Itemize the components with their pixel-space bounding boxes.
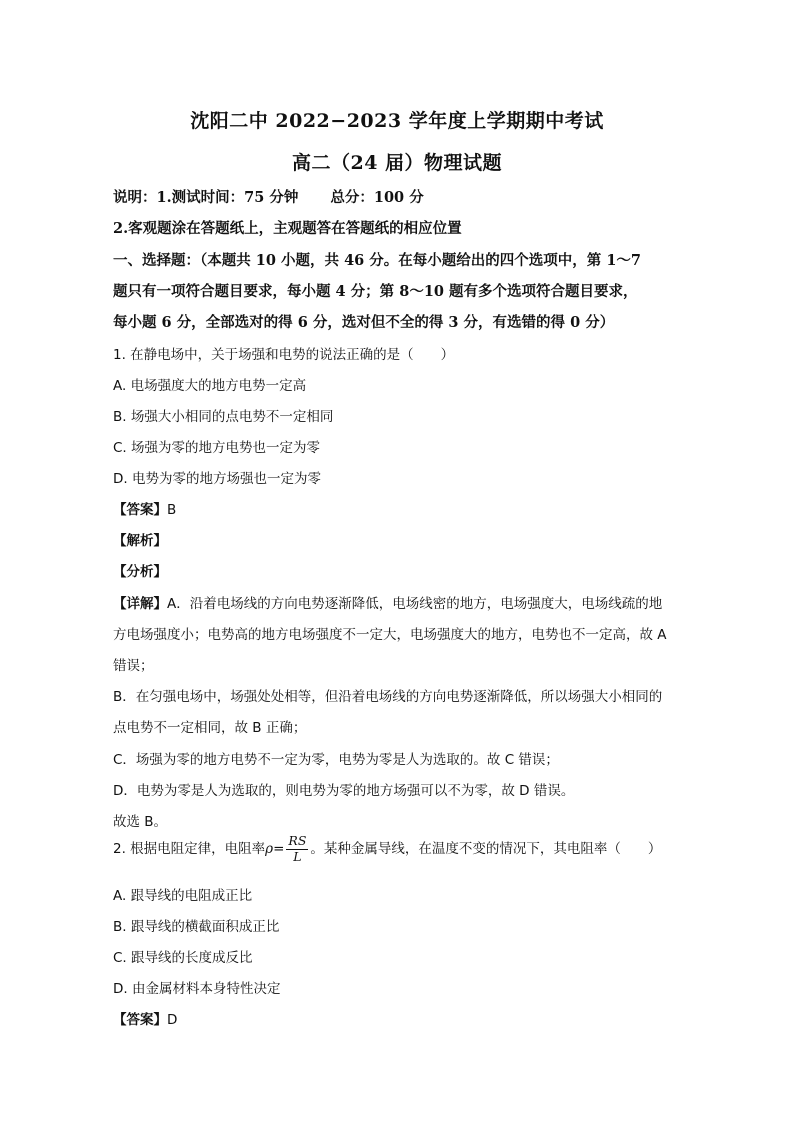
q1-fenxi-tag: 【分析】 — [113, 564, 167, 580]
exam-title: 沈阳二中 2022−2023 学年度上学期期中考试 — [190, 110, 604, 132]
q2-option-b: B. 跟导线的横截面积成正比 — [113, 919, 280, 935]
q1-detail-line-3: 错误； — [113, 658, 154, 674]
q1-option-c: C. 场强为零的地方电势也一定为零 — [113, 440, 321, 456]
q1-answer-tag: 【答案】 — [113, 502, 167, 518]
equals-sign: = — [273, 841, 285, 857]
q1-option-d: D. 电势为零的地方场强也一定为零 — [113, 471, 321, 487]
q2-answer — [113, 1008, 177, 1028]
q2-answer-value: D — [167, 1012, 178, 1028]
q1-analysis-tag: 【解析】 — [113, 533, 167, 549]
q1-detail-tag: 【详解】 — [113, 596, 167, 612]
resistivity-fraction — [286, 835, 308, 863]
q1-stem: 1. 在静电场中，关于场强和电势的说法正确的是（ ） — [113, 347, 455, 363]
test-time: 说明：1.测试时间：75 分钟 — [113, 189, 299, 206]
section-heading-line-3: 每小题 6 分，全部选对的得 6 分，选对但不全的得 3 分，有选错的得 0 分） — [113, 314, 615, 331]
q1-option-a: A. 电场强度大的地方电势一定高 — [113, 378, 307, 394]
instructions-line-2: 2.客观题涂在答题纸上，主观题答在答题纸的相应位置 — [113, 220, 462, 237]
q1-detail-line-8: 故选 B。 — [113, 814, 168, 830]
q2-answer-tag: 【答案】 — [113, 1012, 167, 1028]
q1-detail-line-5: 点电势不一定相同，故 B 正确； — [113, 720, 307, 736]
instructions-line-1 — [113, 186, 424, 207]
q2-option-c: C. 跟导线的长度成反比 — [113, 950, 253, 966]
fraction-numerator: RS — [288, 833, 307, 848]
exam-subtitle: 高二（24 届）物理试题 — [291, 152, 503, 174]
q1-answer — [113, 498, 176, 518]
fraction-denominator: L — [293, 848, 302, 864]
q1-detail-line-6: C．场强为零的地方电势不一定为零，电势为零是人为选取的。故 C 错误； — [113, 752, 559, 768]
q2-option-d: D. 由金属材料本身特性决定 — [113, 981, 281, 997]
section-heading-line-2: 题只有一项符合题目要求，每小题 4 分；第 8～10 题有多个选项符合题目要求， — [113, 283, 638, 300]
total-score: 总分：100 分 — [330, 189, 424, 206]
section-heading-line-1: 一、选择题：（本题共 10 小题，共 46 分。在每小题给出的四个选项中，第 1～7 — [113, 252, 642, 269]
q1-detail-line-1: 【详解】A．沿着电场线的方向电势逐渐降低，电场线密的地方，电场强度大，电场线疏的地 — [113, 596, 663, 612]
q1-answer-value: B — [167, 502, 177, 518]
q1-detail-line-4: B．在匀强电场中，场强处处相等，但沿着电场线的方向电势逐渐降低，所以场强大小相同的 — [113, 689, 663, 705]
q1-option-b: B. 场强大小相同的点电势不一定相同 — [113, 409, 334, 425]
q1-detail-line-7: D．电势为零是人为选取的，则电势为零的地方场强可以不为零，故 D 错误。 — [113, 783, 575, 799]
q2-option-a: A. 跟导线的电阻成正比 — [113, 888, 253, 904]
q1-detail-line-2: 方电场强度小；电势高的地方电场强度不一定大，电场强度大的地方，电势也不一定高，故 A — [113, 627, 667, 643]
rho-symbol: ρ — [265, 841, 274, 857]
q2-stem: 2. 根据电阻定律，电阻率ρ= $\frac{RS}{L}$ 。某种金属导线，在温度不变的情况下，其电阻率（ ） — [113, 833, 662, 864]
